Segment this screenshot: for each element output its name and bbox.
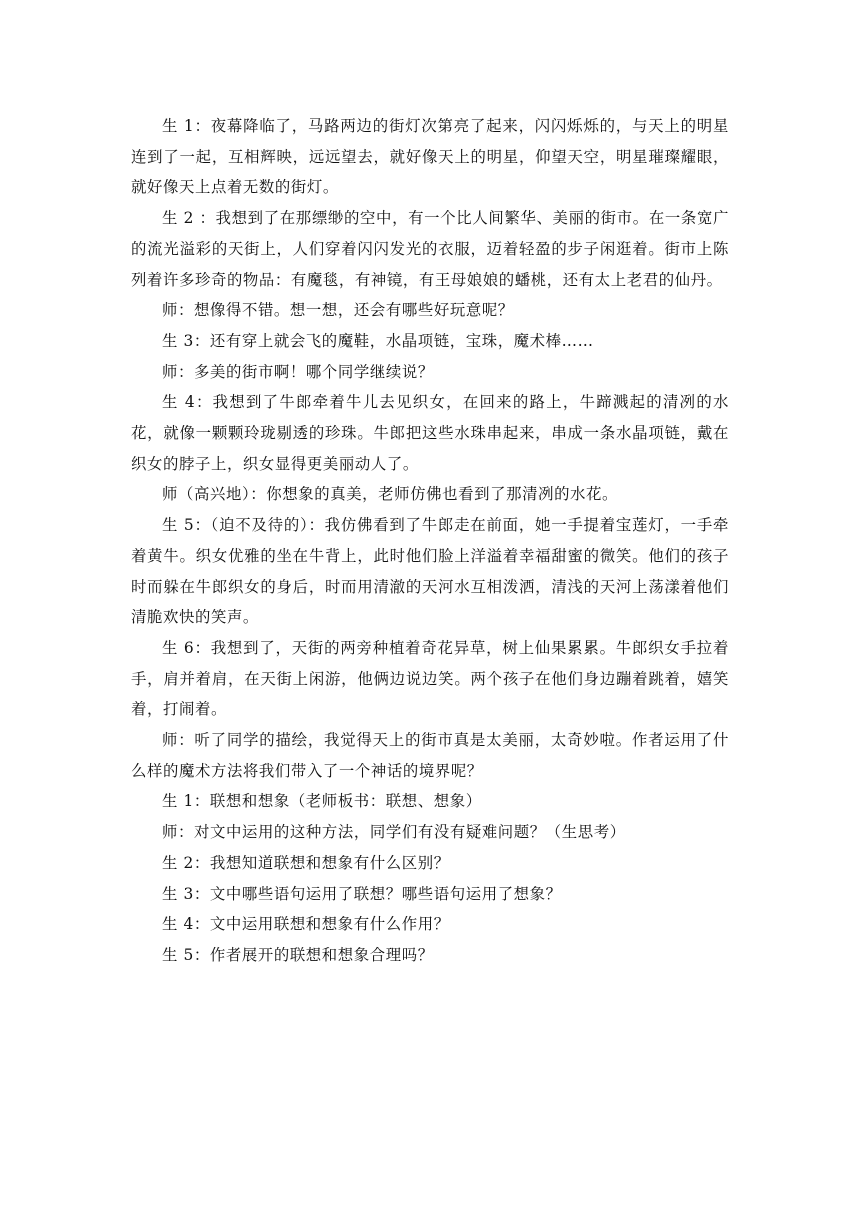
paragraph-teacher-3: 师（高兴地）：你想象的真美，老师仿佛也看到了那清冽的水花。 — [162, 485, 619, 504]
paragraph-teacher-2: 师：多美的街市啊！哪个同学继续说？ — [162, 362, 434, 381]
paragraph-student-5-question: 生 5：作者展开的联想和想象合理吗？ — [162, 945, 434, 964]
paragraph-student-6: 生 6：我想到了，天街的两旁种植着奇花异草，树上仙果累累。牛郎织女手拉着手，肩并着肩，在天街上闲游，他俩边说边笑。两个孩子在他们身边蹦着跳着，嬉笑着，打闹着。 — [131, 638, 729, 719]
paragraph-student-1: 生 1：夜幕降临了，马路两边的街灯次第亮了起来，闪闪烁烁的，与天上的明星连到了一起，互相辉映，远远望去，就好像天上的明星，仰望天空，明星璀璨耀眼，就好像天上点着无数的街灯。 — [131, 117, 729, 197]
paragraph-teacher-1: 师：想像得不错。想一想，还会有哪些好玩意呢？ — [162, 301, 514, 320]
paragraph-student-3: 生 3：还有穿上就会飞的魔鞋，水晶项链，宝珠，魔术棒…… — [162, 331, 594, 350]
paragraph-student-3-question: 生 3：文中哪些语句运用了联想？哪些语句运用了想象？ — [162, 884, 562, 903]
paragraph-student-4: 生 4：我想到了牛郎牵着牛儿去见织女，在回来的路上，牛蹄溅起的清冽的水花，就像一颗颗玲珑剔透的珍珠。牛郎把这些水珠串起来，串成一条水晶项链，戴在织女的脖子上，织女显得更美丽动人了。 — [131, 393, 729, 473]
paragraph-student-4-question: 生 4：文中运用联想和想象有什么作用？ — [162, 915, 450, 934]
paragraph-student-2: 生 2 ：我想到了在那缥缈的空中，有一个比人间繁华、美丽的街市。在一条宽广的流光溢彩的天街上，人们穿着闪闪发光的衣服，迈着轻盈的步子闲逛着。街市上陈列着许多珍奇的物品：有魔毯，有神镜，有王母娘娘的蟠桃，还有太上老君的仙丹。 — [131, 209, 729, 289]
paragraph-student-2-question: 生 2：我想知道联想和想象有什么区别？ — [162, 853, 450, 872]
paragraph-teacher-4: 师：听了同学的描绘，我觉得天上的街市真是太美丽，太奇妙啦。作者运用了什么样的魔术方法将我们带入了一个神话的境界呢？ — [131, 731, 729, 780]
paragraph-teacher-5: 师：对文中运用的这种方法，同学们有没有疑难问题？（生思考） — [162, 823, 626, 842]
document-body — [131, 111, 729, 971]
paragraph-student-1-answer: 生 1：联想和想象（老师板书：联想、想象） — [162, 792, 482, 811]
paragraph-student-5: 生 5：（迫不及待的）：我仿佛看到了牛郎走在前面，她一手提着宝莲灯，一手牵着黄牛。织女优雅的坐在牛背上，此时他们脸上洋溢着幸福甜蜜的微笑。他们的孩子时而躲在牛郎织女的身后，时而用清澈的天河水互相泼洒，清浅的天河上荡漾着他们清脆欢快的笑声。 — [131, 516, 729, 627]
